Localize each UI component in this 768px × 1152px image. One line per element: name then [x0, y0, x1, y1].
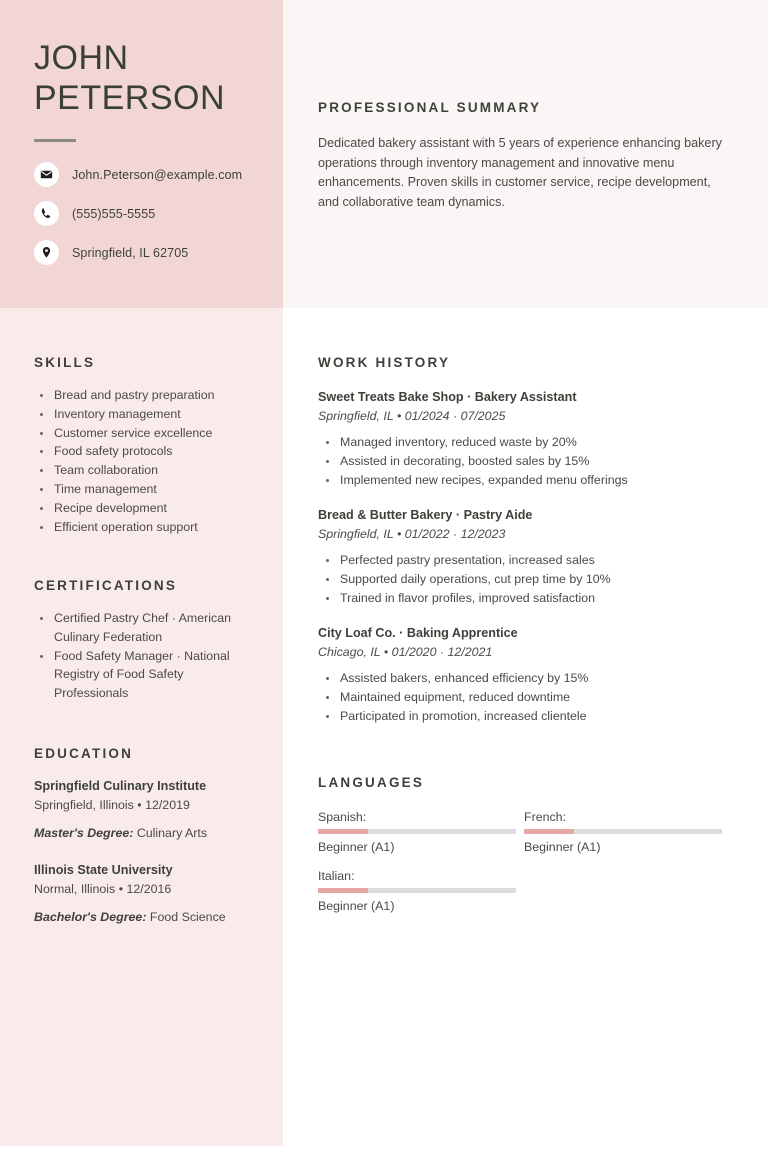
location-pin-icon [34, 240, 59, 265]
job-bullet-item: Assisted in decorating, boosted sales by 15% [318, 452, 730, 471]
last-name: PETERSON [34, 79, 226, 117]
contact-email [34, 162, 274, 187]
job-bullet-item: Participated in promotion, increased clientele [318, 707, 730, 726]
job-meta: Chicago, IL • 01/2020 · 12/2021 [318, 645, 493, 659]
job-bullet-item: Trained in flavor profiles, improved satisfaction [318, 589, 730, 608]
education-school: Springfield Culinary Institute [34, 779, 207, 793]
job-bullet-item: Assisted bakers, enhanced efficiency by 15% [318, 669, 730, 688]
first-name: JOHN [34, 39, 129, 77]
phone-value: (555)555-5555 [72, 206, 156, 221]
work-history-list [318, 388, 730, 726]
skill-list-item: Time management [34, 480, 250, 499]
education-entry [34, 777, 250, 843]
name-divider [34, 139, 76, 142]
language-level: Beginner (A1) [318, 840, 395, 854]
work-history-entry [318, 624, 730, 726]
skill-list-item: Food safety protocols [34, 442, 250, 461]
language-item [318, 808, 524, 856]
job-bullet-list [318, 433, 730, 490]
certifications-title: CERTIFICATIONS [34, 578, 178, 593]
education-meta: Normal, Illinois • 12/2016 [34, 882, 172, 896]
skill-list-item: Recipe development [34, 499, 250, 518]
education-degree-label: Bachelor's Degree: [34, 910, 147, 924]
work-history-entry [318, 506, 730, 608]
job-bullet-list [318, 551, 730, 608]
language-level: Beginner (A1) [318, 899, 395, 913]
languages-section [318, 775, 730, 926]
certifications-section [34, 578, 250, 703]
language-proficiency-fill [524, 829, 574, 834]
professional-summary-title: PROFESSIONAL SUMMARY [318, 100, 542, 115]
professional-summary-section [318, 100, 730, 212]
skill-list-item: Team collaboration [34, 461, 250, 480]
job-heading: Bread & Butter Bakery · Pastry Aide [318, 508, 533, 522]
skills-section [34, 355, 250, 536]
education-degree-label: Master's Degree: [34, 826, 134, 840]
job-bullet-item: Supported daily operations, cut prep time by 10% [318, 570, 730, 589]
job-heading: City Loaf Co. · Baking Apprentice [318, 626, 518, 640]
skills-list [34, 386, 250, 536]
education-list [34, 777, 250, 927]
skill-list-item: Efficient operation support [34, 518, 250, 537]
language-name: Italian: [318, 869, 355, 883]
job-bullet-item: Implemented new recipes, expanded menu offerings [318, 471, 730, 490]
language-proficiency-fill [318, 829, 368, 834]
education-meta: Springfield, Illinois • 12/2019 [34, 798, 190, 812]
language-proficiency-bar [318, 888, 516, 893]
language-item [524, 808, 730, 856]
job-meta: Springfield, IL • 01/2024 · 07/2025 [318, 409, 506, 423]
education-section [34, 746, 250, 945]
phone-icon [34, 201, 59, 226]
location-value: Springfield, IL 62705 [72, 245, 189, 260]
certifications-list [34, 609, 250, 703]
language-proficiency-fill [318, 888, 368, 893]
work-history-section [318, 355, 730, 742]
job-bullet-list [318, 669, 730, 726]
professional-summary-text: Dedicated bakery assistant with 5 years of experience enhancing bakery operations through inventory management and innovative menu enhancements. Proven skills in customer service, recipe development, and collaborative team dynamics. [318, 136, 722, 209]
language-level: Beginner (A1) [524, 840, 601, 854]
job-bullet-item: Managed inventory, reduced waste by 20% [318, 433, 730, 452]
education-degree: Master's Degree: Culinary Arts [34, 826, 208, 840]
certification-list-item: Food Safety Manager · National Registry of Food Safety Professionals [34, 647, 250, 703]
certification-list-item: Certified Pastry Chef · American Culinary Federation [34, 609, 250, 647]
languages-title: LANGUAGES [318, 775, 425, 790]
resume-header [34, 38, 274, 279]
envelope-icon [34, 162, 59, 187]
skill-list-item: Bread and pastry preparation [34, 386, 250, 405]
languages-list [318, 808, 730, 926]
skill-list-item: Customer service excellence [34, 424, 250, 443]
skills-title: SKILLS [34, 355, 96, 370]
education-entry [34, 861, 250, 927]
language-item [318, 867, 524, 915]
contact-phone [34, 201, 274, 226]
job-bullet-item: Perfected pastry presentation, increased sales [318, 551, 730, 570]
job-meta: Springfield, IL • 01/2022 · 12/2023 [318, 527, 506, 541]
email-value: John.Peterson@example.com [72, 167, 243, 182]
job-heading: Sweet Treats Bake Shop · Bakery Assistant [318, 390, 577, 404]
education-degree: Bachelor's Degree: Food Science [34, 910, 226, 924]
education-school: Illinois State University [34, 863, 173, 877]
job-bullet-item: Maintained equipment, reduced downtime [318, 688, 730, 707]
contact-location [34, 240, 274, 265]
language-proficiency-bar [318, 829, 516, 834]
skill-list-item: Inventory management [34, 405, 250, 424]
language-name: Spanish: [318, 810, 367, 824]
education-title: EDUCATION [34, 746, 134, 761]
work-history-entry [318, 388, 730, 490]
language-proficiency-bar [524, 829, 722, 834]
language-name: French: [524, 810, 567, 824]
work-history-title: WORK HISTORY [318, 355, 451, 370]
